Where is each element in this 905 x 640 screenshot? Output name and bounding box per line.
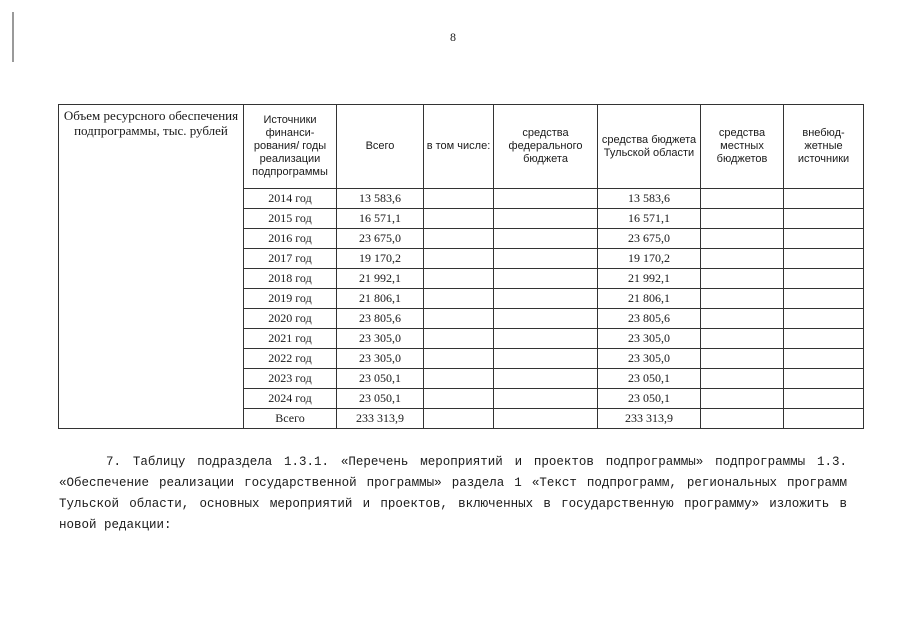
row-local [701,349,784,369]
row-year: 2023 год [244,369,337,389]
row-extrabudget [784,249,864,269]
row-including [424,349,494,369]
row-year: 2024 год [244,389,337,409]
row-extrabudget [784,369,864,389]
row-total: 21 806,1 [337,289,424,309]
header-regional: средства бюджета Тульской области [598,105,701,189]
header-sources: Источники финанси-рования/ годы реализации подпрограммы [244,105,337,189]
scan-margin-mark [12,12,14,62]
row-extrabudget [784,389,864,409]
row-regional: 23 675,0 [598,229,701,249]
row-year: 2019 год [244,289,337,309]
row-local [701,389,784,409]
row-total: 23 805,6 [337,309,424,329]
row-local [701,329,784,349]
row-local [701,289,784,309]
row-local [701,309,784,329]
table-header-row [59,105,864,189]
row-total: 23 305,0 [337,349,424,369]
row-extrabudget [784,209,864,229]
row-total: 23 050,1 [337,389,424,409]
row-regional: 23 805,6 [598,309,701,329]
row-federal [494,289,598,309]
row-year: 2016 год [244,229,337,249]
row-total: 23 675,0 [337,229,424,249]
row-federal [494,229,598,249]
row-regional: 23 050,1 [598,389,701,409]
row-extrabudget [784,309,864,329]
header-including: в том числе: [424,105,494,189]
row-including [424,369,494,389]
row-extrabudget [784,289,864,309]
row-year: 2018 год [244,269,337,289]
row-regional: 21 992,1 [598,269,701,289]
row-extrabudget [784,409,864,429]
row-including [424,329,494,349]
row-local [701,409,784,429]
row-local [701,189,784,209]
row-regional: 23 050,1 [598,369,701,389]
header-local: средства местных бюджетов [701,105,784,189]
row-year: 2017 год [244,249,337,269]
row-regional: 19 170,2 [598,249,701,269]
row-federal [494,369,598,389]
row-extrabudget [784,229,864,249]
row-total: 233 313,9 [337,409,424,429]
row-year: 2022 год [244,349,337,369]
row-federal [494,209,598,229]
row-local [701,249,784,269]
row-local [701,269,784,289]
row-regional: 21 806,1 [598,289,701,309]
row-total: 19 170,2 [337,249,424,269]
amendment-text: 7. Таблицу подраздела 1.3.1. «Перечень мероприятий и проектов подпрограммы» подпрограммы 1.3. «Обеспечение реализации государственной программы» раздела 1 «Текст подпрограмм, региональных программ Тульской области, основных мероприятий и проектов, включенных в государственную программу» изложить в новой редакции: [59,455,847,532]
row-including [424,209,494,229]
row-extrabudget [784,269,864,289]
table-label-cell: Объем ресурсного обеспечения подпрограммы, тыс. рублей [59,105,244,429]
row-federal [494,329,598,349]
row-including [424,409,494,429]
page-number: 8 [450,30,456,44]
row-year: Всего [244,409,337,429]
row-total: 16 571,1 [337,209,424,229]
row-federal [494,189,598,209]
row-regional: 13 583,6 [598,189,701,209]
row-federal [494,349,598,369]
row-including [424,229,494,249]
row-regional: 233 313,9 [598,409,701,429]
row-year: 2021 год [244,329,337,349]
row-regional: 23 305,0 [598,329,701,349]
row-including [424,389,494,409]
row-federal [494,269,598,289]
row-total: 13 583,6 [337,189,424,209]
row-including [424,189,494,209]
row-local [701,229,784,249]
row-regional: 16 571,1 [598,209,701,229]
row-total: 21 992,1 [337,269,424,289]
row-federal [494,409,598,429]
header-extrabudget: внебюд-жетные источники [784,105,864,189]
row-including [424,309,494,329]
header-total: Всего [337,105,424,189]
row-including [424,289,494,309]
row-federal [494,389,598,409]
row-total: 23 050,1 [337,369,424,389]
header-federal: средства федерального бюджета [494,105,598,189]
row-local [701,209,784,229]
amendment-paragraph [59,452,847,536]
row-extrabudget [784,189,864,209]
resource-table [58,104,864,429]
row-extrabudget [784,349,864,369]
row-including [424,269,494,289]
row-year: 2015 год [244,209,337,229]
row-total: 23 305,0 [337,329,424,349]
row-year: 2014 год [244,189,337,209]
row-year: 2020 год [244,309,337,329]
row-extrabudget [784,329,864,349]
row-federal [494,309,598,329]
row-regional: 23 305,0 [598,349,701,369]
row-federal [494,249,598,269]
row-local [701,369,784,389]
row-including [424,249,494,269]
